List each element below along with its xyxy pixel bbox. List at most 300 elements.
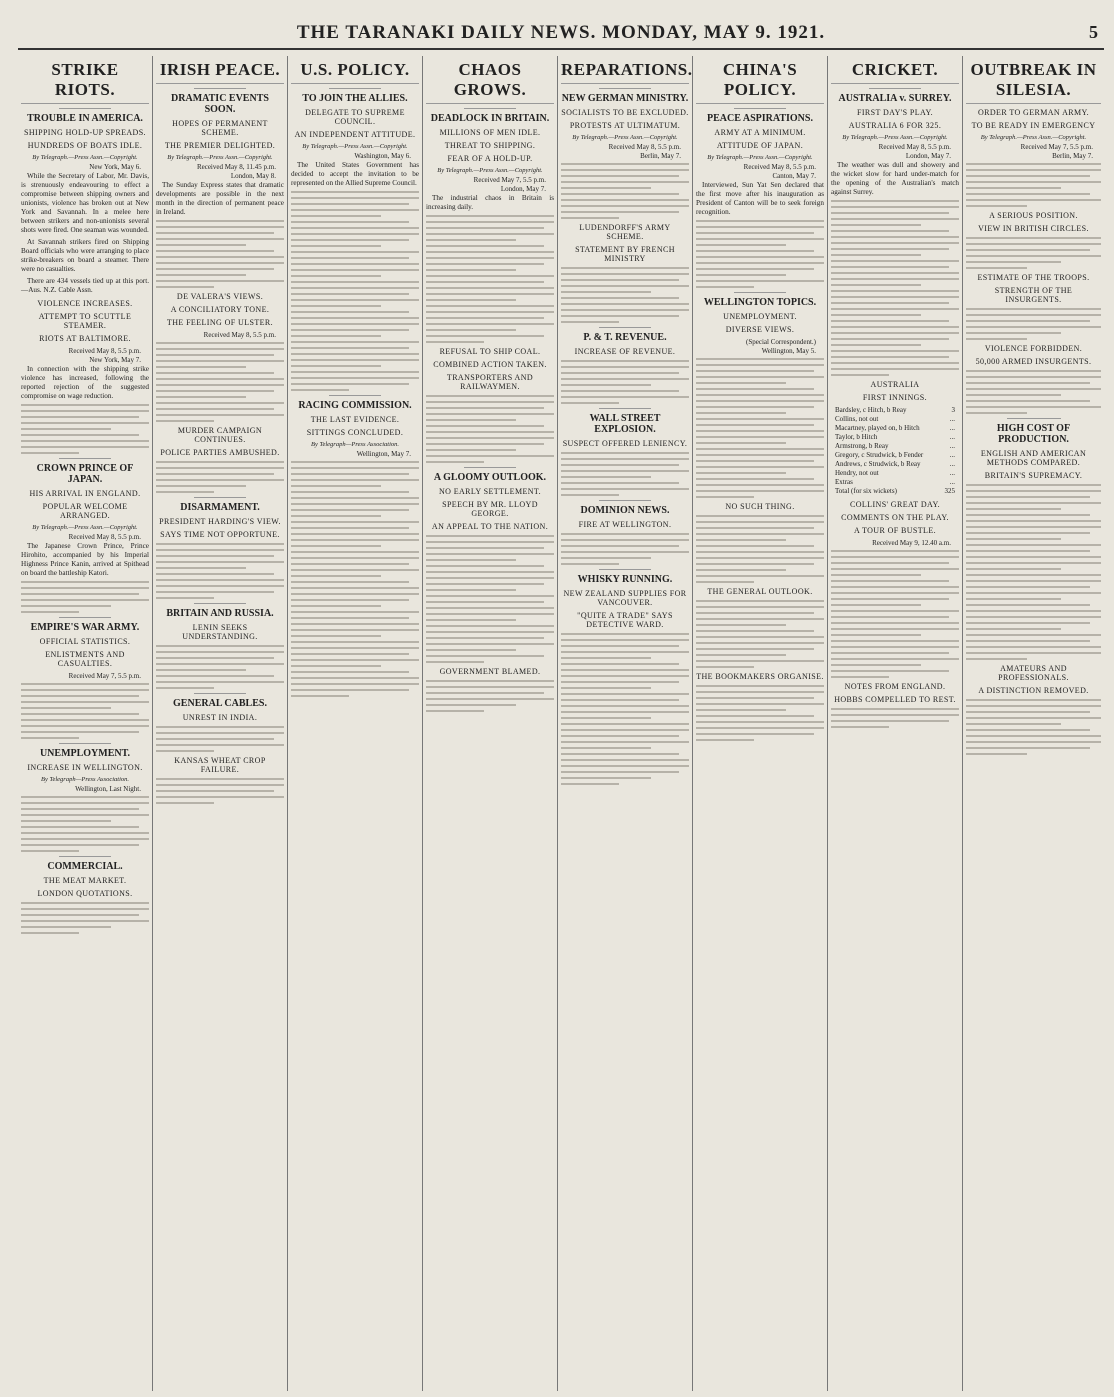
text-line: [696, 424, 814, 426]
text-line: [291, 281, 419, 283]
text-line: [426, 245, 544, 247]
text-line: [831, 568, 959, 570]
runs: ...: [949, 415, 955, 423]
text-line: [831, 272, 959, 274]
text-line: [831, 200, 959, 202]
text-line: [291, 515, 381, 517]
text-line: [21, 731, 139, 733]
text-line: [156, 744, 284, 746]
subheading: RIOTS AT BALTIMORE.: [39, 334, 131, 343]
dateline: Received May 7, 5.5 p.m.: [1020, 143, 1093, 151]
text-line: [21, 605, 111, 607]
subheading: ESTIMATE OF THE TROOPS.: [977, 273, 1090, 282]
subheading: MURDER CAMPAIGN CONTINUES.: [177, 426, 263, 444]
text-line: [291, 317, 419, 319]
article-text-block: [426, 680, 554, 712]
subheading: 50,000 ARMED INSURGENTS.: [975, 357, 1092, 366]
batsman: Taylor, b Hitch: [835, 433, 878, 441]
text-line: [426, 443, 544, 445]
article-headline: TROUBLE IN AMERICA.: [27, 113, 143, 124]
batsman: Armstrong, b Reay: [835, 442, 889, 450]
text-line: [831, 714, 959, 716]
subheading: "QUITE A TRADE" SAYS DETECTIVE WARD.: [577, 611, 673, 629]
text-line: [561, 539, 689, 541]
text-line: [426, 437, 554, 439]
text-line: [561, 464, 679, 466]
text-line: [156, 280, 284, 282]
text-line: [831, 604, 921, 606]
article-headline: GENERAL CABLES.: [173, 698, 267, 709]
text-line: [21, 838, 149, 840]
column-3: [288, 56, 423, 1391]
text-line: [966, 604, 1090, 606]
divider: [464, 108, 515, 109]
text-line: [966, 502, 1101, 504]
text-line: [21, 725, 149, 727]
text-line: [831, 658, 959, 660]
text-line: [966, 556, 1101, 558]
text-line: [426, 239, 516, 241]
text-line: [561, 675, 689, 677]
text-line: [156, 585, 284, 587]
scorecard-row: [835, 451, 955, 460]
text-line: [291, 191, 419, 193]
runs: ...: [949, 460, 955, 468]
text-line: [831, 344, 921, 346]
text-line: [156, 366, 246, 368]
text-line: [21, 581, 149, 583]
article-headline: DRAMATIC EVENTS SOON.: [171, 93, 269, 115]
text-line: [696, 370, 814, 372]
text-line: [426, 341, 484, 343]
byline: By Telegraph—Press Association.: [40, 776, 130, 783]
subheading: ARMY AT A MINIMUM.: [714, 128, 806, 137]
text-line: [966, 747, 1090, 749]
text-line: [966, 199, 1101, 201]
text-line: [696, 418, 824, 420]
text-line: [156, 657, 274, 659]
batsman: Hendry, not out: [835, 469, 879, 477]
text-line: [696, 691, 824, 693]
text-line: [291, 521, 419, 523]
article-text-block: [966, 237, 1101, 269]
divider: [599, 327, 650, 328]
subheading: COMBINED ACTION TAKEN.: [433, 360, 547, 369]
article-text-block: [966, 370, 1101, 414]
text-line: [156, 408, 274, 410]
text-line: [291, 551, 419, 553]
text-line: [426, 607, 554, 609]
scorecard-row: [835, 415, 955, 424]
text-line: [696, 709, 786, 711]
text-line: [426, 565, 544, 567]
text-line: [156, 354, 274, 356]
text-line: [426, 413, 554, 415]
text-line: [426, 281, 544, 283]
text-line: [696, 563, 814, 565]
text-line: [156, 491, 214, 493]
text-line: [291, 623, 419, 625]
article-text-block: [696, 685, 824, 741]
text-line: [831, 236, 959, 238]
article-headline: WALL STREET EXPLOSION.: [589, 413, 661, 435]
text-line: [561, 551, 689, 553]
text-line: [426, 710, 484, 712]
text-line: [966, 628, 1061, 630]
text-line: [21, 719, 149, 721]
scorecard-row: [835, 478, 955, 487]
text-line: [831, 550, 959, 552]
text-line: [696, 636, 824, 638]
subheading: GOVERNMENT BLAMED.: [439, 667, 541, 676]
text-line: [561, 372, 679, 374]
scorecard-row: [835, 460, 955, 469]
text-line: [696, 472, 786, 474]
text-line: [696, 551, 824, 553]
text-line: [291, 389, 349, 391]
text-line: [426, 299, 516, 301]
subheading: ORDER TO GERMAN ARMY.: [977, 108, 1090, 117]
text-line: [21, 599, 149, 601]
subheading: A TOUR OF BUSTLE.: [853, 526, 937, 535]
runs: ...: [949, 478, 955, 486]
subheading: STATEMENT BY FRENCH MINISTRY: [575, 245, 675, 263]
text-line: [156, 675, 274, 677]
text-line: [426, 317, 544, 319]
text-line: [831, 592, 959, 594]
text-line: [21, 410, 149, 412]
text-line: [426, 263, 544, 265]
article-headline: PEACE ASPIRATIONS.: [707, 113, 813, 124]
divider: [194, 497, 245, 498]
text-line: [156, 555, 274, 557]
masthead: [18, 22, 1104, 50]
text-line: [21, 689, 149, 691]
text-line: [156, 651, 284, 653]
article-paragraph: At Savannah strikers fired on Shipping Board officials who were arranging to place strike-breakers on board a steamer. There were no casualties.: [21, 238, 149, 273]
divider: [734, 108, 785, 109]
article-text-block: [21, 404, 149, 454]
text-line: [696, 244, 786, 246]
text-line: [291, 647, 419, 649]
text-line: [696, 478, 814, 480]
batsman: Extras: [835, 478, 853, 486]
text-line: [696, 256, 824, 258]
article-text-block: [831, 550, 959, 678]
text-line: [561, 639, 689, 641]
article-text-block: [696, 515, 824, 583]
divider: [59, 856, 110, 857]
text-line: [156, 286, 214, 288]
text-line: [561, 533, 689, 535]
text-line: [966, 376, 1101, 378]
text-line: [561, 717, 651, 719]
text-line: [291, 359, 419, 361]
subheading: DIVERSE VIEWS.: [725, 325, 795, 334]
text-line: [561, 735, 679, 737]
text-line: [561, 705, 689, 707]
subheading: OFFICIAL STATISTICS.: [39, 637, 131, 646]
text-line: [561, 303, 689, 305]
scorecard-row: [835, 442, 955, 451]
text-line: [291, 695, 349, 697]
article-headline: DEADLOCK IN BRITAIN.: [430, 113, 550, 124]
dateline: New York, May 7.: [89, 356, 141, 364]
byline: By Telegraph—Press Association.: [310, 441, 400, 448]
text-line: [966, 338, 1027, 340]
text-line: [831, 224, 921, 226]
subheading: REFUSAL TO SHIP COAL.: [439, 347, 541, 356]
subheading: THE GENERAL OUTLOOK.: [707, 587, 813, 596]
text-line: [696, 569, 786, 571]
text-line: [426, 419, 516, 421]
text-line: [156, 268, 274, 270]
text-line: [966, 598, 1061, 600]
text-line: [696, 630, 814, 632]
text-line: [156, 726, 284, 728]
text-line: [966, 332, 1061, 334]
text-line: [291, 677, 419, 679]
text-line: [561, 384, 651, 386]
text-line: [561, 765, 689, 767]
scorecard: [835, 406, 955, 496]
article-text-block: [291, 461, 419, 697]
text-line: [291, 269, 419, 271]
article-headline: EMPIRE'S WAR ARMY.: [30, 622, 140, 633]
column-1: [18, 56, 153, 1391]
text-line: [156, 226, 284, 228]
text-line: [156, 372, 274, 374]
article-text-block: [156, 220, 284, 288]
text-line: [966, 388, 1101, 390]
text-line: [156, 220, 284, 222]
text-line: [21, 695, 139, 697]
subheading: NO EARLY SETTLEMENT.: [438, 487, 542, 496]
text-line: [696, 382, 786, 384]
text-line: [696, 703, 824, 705]
text-line: [966, 705, 1101, 707]
text-line: [291, 557, 419, 559]
subheading: THREAT TO SHIPPING.: [444, 141, 536, 150]
text-line: [966, 550, 1090, 552]
text-line: [561, 563, 619, 565]
text-line: [291, 689, 409, 691]
text-line: [561, 396, 689, 398]
article-paragraph: The industrial chaos in Britain is increasing daily.: [426, 194, 554, 211]
article-text-block: [426, 395, 554, 463]
text-line: [696, 727, 824, 729]
text-line: [426, 601, 544, 603]
text-line: [291, 581, 409, 583]
dateline: Received May 8, 5.5 p.m.: [68, 533, 141, 541]
text-line: [831, 242, 959, 244]
text-line: [831, 350, 959, 352]
text-line: [561, 378, 689, 380]
text-line: [696, 448, 824, 450]
text-line: [156, 378, 284, 380]
subheading: AN INDEPENDENT ATTITUDE.: [294, 130, 416, 139]
text-line: [156, 244, 246, 246]
subheading: POLICE PARTIES AMBUSHED.: [160, 448, 280, 457]
text-line: [966, 400, 1090, 402]
dateline: Wellington, May 5.: [761, 347, 816, 355]
text-line: [966, 622, 1090, 624]
article-text-block: [696, 220, 824, 288]
text-line: [831, 290, 959, 292]
text-line: [966, 255, 1101, 257]
article-headline: BRITAIN AND RUSSIA.: [166, 608, 274, 619]
text-line: [831, 332, 959, 334]
text-line: [561, 291, 651, 293]
text-line: [291, 635, 381, 637]
text-line: [831, 212, 949, 214]
subheading: ATTITUDE OF JAPAN.: [716, 141, 804, 150]
text-line: [156, 591, 274, 593]
newspaper-title: THE TARANAKI DAILY NEWS. MONDAY, MAY 9. 1921.: [296, 22, 826, 43]
text-line: [966, 382, 1090, 384]
text-line: [291, 293, 409, 295]
text-line: [561, 545, 679, 547]
text-line: [696, 250, 814, 252]
text-line: [21, 932, 79, 934]
text-line: [831, 248, 949, 250]
text-line: [831, 640, 959, 642]
text-line: [831, 374, 889, 376]
article-headline: A GLOOMY OUTLOOK.: [433, 472, 547, 483]
byline: By Telegraph.—Press Assn.—Copyright.: [302, 143, 408, 150]
article-text-block: [696, 600, 824, 668]
text-line: [21, 416, 139, 418]
article-text-block: [156, 645, 284, 689]
text-line: [561, 494, 619, 496]
text-line: [291, 311, 409, 313]
text-line: [426, 595, 554, 597]
text-line: [966, 640, 1090, 642]
text-line: [966, 243, 1101, 245]
subheading: COLLINS' GREAT DAY.: [849, 500, 941, 509]
text-line: [426, 257, 554, 259]
subheading: ATTEMPT TO SCUTTLE STEAMER.: [38, 312, 132, 330]
text-line: [696, 406, 814, 408]
subheading: VIEW IN BRITISH CIRCLES.: [978, 224, 1089, 233]
text-line: [561, 651, 689, 653]
dateline: (Special Correspondent.): [746, 338, 816, 346]
text-line: [156, 360, 284, 362]
text-line: [966, 175, 1090, 177]
article-headline: WELLINGTON TOPICS.: [703, 297, 817, 308]
text-line: [561, 759, 689, 761]
subheading: STRENGTH OF THE INSURGENTS.: [994, 286, 1073, 304]
text-line: [966, 646, 1101, 648]
text-line: [426, 589, 516, 591]
text-line: [966, 586, 1090, 588]
article-headline: AUSTRALIA v. SURREY.: [838, 93, 952, 104]
text-line: [831, 362, 959, 364]
subheading: AUSTRALIA 6 FOR 325.: [848, 121, 942, 130]
text-line: [561, 390, 679, 392]
runs: ...: [949, 442, 955, 450]
text-line: [156, 396, 246, 398]
article-headline: TO JOIN THE ALLIES.: [302, 93, 408, 104]
text-line: [966, 181, 1101, 183]
text-line: [426, 704, 516, 706]
divider: [59, 108, 110, 109]
text-line: [561, 771, 679, 773]
text-line: [426, 637, 544, 639]
text-line: [696, 539, 786, 541]
article-headline: NEW GERMAN MINISTRY.: [561, 93, 689, 104]
article-paragraph: The Sunday Express states that dramatic developments are possible in the next month in the direction of permanent peace in Ireland.: [156, 181, 284, 216]
article-text-block: [21, 902, 149, 934]
byline: By Telegraph.—Press Assn.—Copyright.: [437, 167, 543, 174]
text-line: [966, 526, 1101, 528]
subheading: UNREST IN INDIA.: [182, 713, 258, 722]
text-line: [561, 741, 689, 743]
text-line: [291, 461, 419, 463]
text-line: [696, 624, 786, 626]
text-line: [831, 206, 959, 208]
text-line: [426, 269, 516, 271]
text-line: [156, 663, 284, 665]
subheading: ENGLISH AND AMERICAN METHODS COMPARED.: [980, 449, 1087, 467]
subheading: A SERIOUS POSITION.: [989, 211, 1078, 220]
text-line: [291, 221, 409, 223]
text-line: [426, 425, 544, 427]
article-text-block: [561, 360, 689, 404]
text-line: [831, 708, 959, 710]
text-line: [156, 645, 284, 647]
dateline: Wellington, May 7.: [356, 450, 411, 458]
text-line: [291, 365, 381, 367]
text-line: [21, 428, 111, 430]
text-line: [966, 592, 1101, 594]
text-line: [561, 488, 689, 490]
subheading: VIOLENCE INCREASES.: [37, 299, 133, 308]
text-line: [696, 364, 824, 366]
text-line: [696, 268, 814, 270]
text-line: [966, 753, 1027, 755]
article-text-block: [561, 267, 689, 323]
subheading: SAYS TIME NOT OPPORTUNE.: [160, 530, 280, 539]
text-line: [831, 664, 921, 666]
subheading: MILLIONS OF MEN IDLE.: [439, 128, 541, 137]
text-line: [21, 587, 149, 589]
divider: [194, 88, 245, 89]
text-line: [696, 274, 786, 276]
text-line: [831, 622, 959, 624]
text-line: [156, 597, 214, 599]
article-paragraph: The Japanese Crown Prince, Prince Hirohito, accompanied by his Imperial Highness Prince Kanin, arrived at Spithead on board the battleship Katori.: [21, 542, 149, 577]
text-line: [696, 733, 814, 735]
text-line: [426, 631, 554, 633]
article-text-block: [831, 708, 959, 728]
text-line: [561, 193, 679, 195]
divider: [329, 395, 380, 396]
text-line: [696, 358, 824, 360]
text-line: [696, 436, 824, 438]
text-line: [561, 285, 689, 287]
subheading: SUSPECT OFFERED LENIENCY.: [562, 439, 688, 448]
text-line: [831, 720, 949, 722]
text-line: [696, 412, 786, 414]
dateline: Received May 8, 5.5 p.m.: [203, 331, 276, 339]
text-line: [291, 215, 381, 217]
subheading: INCREASE OF REVENUE.: [574, 347, 676, 356]
text-line: [21, 844, 139, 846]
text-line: [426, 401, 554, 403]
text-line: [291, 563, 409, 565]
batsman: Bardsley, c Hitch, b Reay: [835, 406, 907, 414]
